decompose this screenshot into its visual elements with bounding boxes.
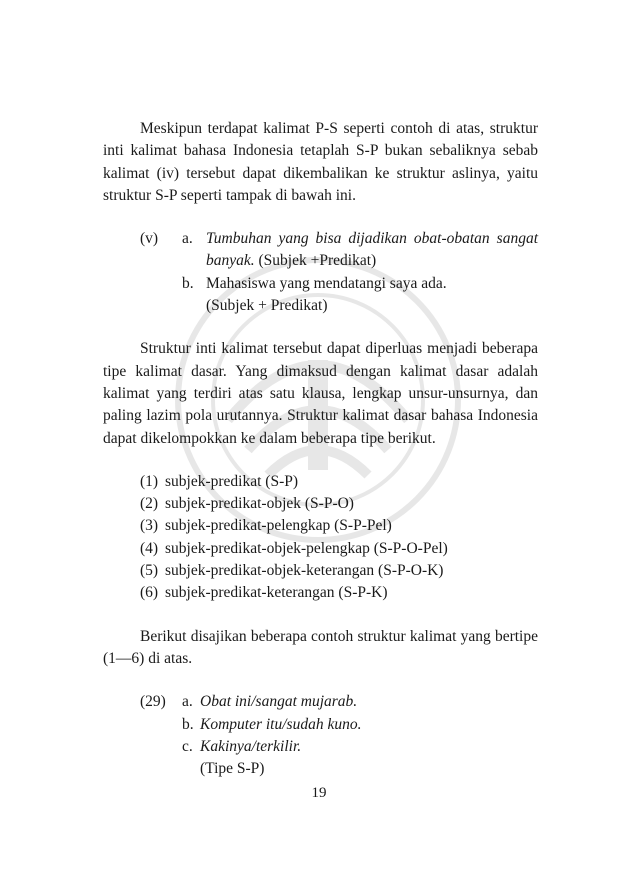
list-item: (6) subjek-predikat-keterangan (S-P-K) bbox=[140, 584, 388, 602]
item-letter: c. bbox=[182, 737, 193, 755]
example-29 bbox=[103, 691, 538, 780]
document-page bbox=[103, 118, 538, 780]
item-letter: a. bbox=[182, 693, 193, 711]
example-number: (v) bbox=[140, 230, 159, 248]
example-sentence: Komputer itu/sudah kuno. bbox=[200, 715, 362, 733]
item-letter: b. bbox=[182, 274, 194, 292]
sentence-type-list bbox=[103, 471, 538, 605]
item-letter: a. bbox=[182, 230, 193, 248]
example-sentence: Mahasiswa yang mendatangi saya ada. bbox=[206, 274, 447, 292]
list-item: (4) subjek-predikat-objek-pelengkap (S-P-O-Pel) bbox=[140, 539, 448, 557]
example-number: (29) bbox=[140, 693, 166, 711]
list-item: (1) subjek-predikat (S-P) bbox=[140, 472, 299, 490]
item-letter: b. bbox=[182, 715, 194, 733]
paragraph: Meskipun terdapat kalimat P-S seperti contoh di atas, struktur inti kalimat bahasa Indonesia tetaplah S-P bukan sebaliknya sebab kalimat (iv) tersebut dapat dikembalikan ke struktur aslinya, yaitu struktur S-P seperti tampak di bawah ini. bbox=[103, 120, 538, 204]
list-item: (2) subjek-predikat-objek (S-P-O) bbox=[140, 495, 354, 513]
type-note: (Tipe S-P) bbox=[200, 760, 265, 778]
list-item: (3) subjek-predikat-pelengkap (S-P-Pel) bbox=[140, 517, 392, 535]
example-sentence: Kakinya/terkilir. bbox=[200, 737, 302, 755]
example-note: (Subjek + Predikat) bbox=[206, 297, 328, 315]
paragraph: Berikut disajikan beberapa contoh struktur kalimat yang bertipe (1—6) di atas. bbox=[103, 627, 538, 667]
list-item: (5) subjek-predikat-objek-keterangan (S-P-O-K) bbox=[140, 562, 444, 580]
example-v bbox=[103, 228, 538, 317]
page-number: 19 bbox=[311, 785, 327, 801]
paragraph: Struktur inti kalimat tersebut dapat diperluas menjadi beberapa tipe kalimat dasar. Yang dimaksud dengan kalimat dasar adalah kalimat yang terdiri atas satu klausa, lengkap unsur-unsurnya, dan paling lazim pola urutannya. Struktur kalimat dasar bahasa Indonesia dapat dikelompokkan ke dalam beberapa tipe berikut. bbox=[103, 340, 538, 447]
example-sentence: Tumbuhan yang bisa dijadikan obat-obatan sangat banyak. (Subjek +Predikat) bbox=[206, 230, 538, 270]
example-sentence: Obat ini/sangat mujarab. bbox=[200, 693, 358, 711]
